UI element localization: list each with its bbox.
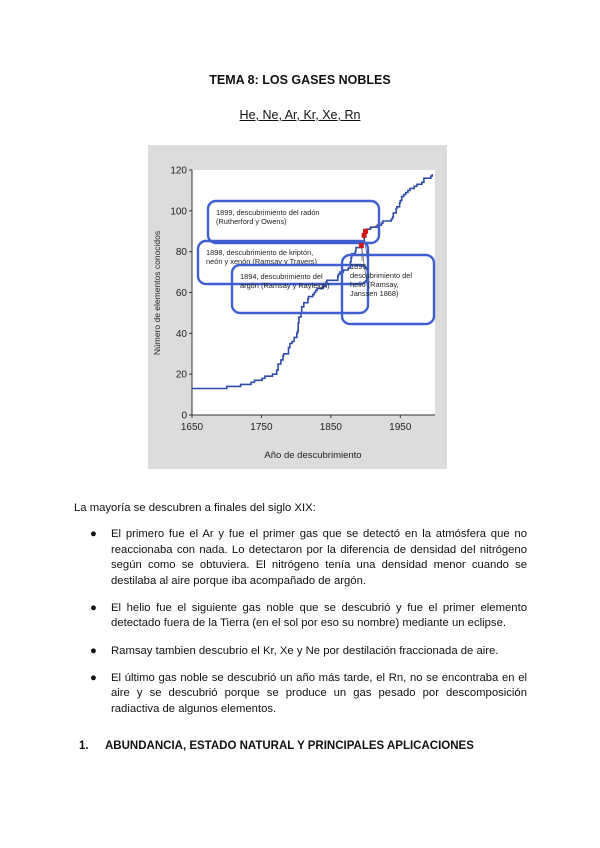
y-tick-label: 80 (175, 247, 187, 259)
bullet-text: El primero fue el Ar y fue el primer gas que se detectó en la atmósfera que no reaccionaba con nada. Lo detectaron por la diferencia de densidad del nitrógeno según como se obtuviera. El nitrógeno tenía una densidad menor cuando se destilaba al aire porque iba acompañado de argón. (111, 528, 527, 587)
x-axis-label: Año de descubrimiento (264, 450, 362, 461)
list-item (90, 644, 527, 660)
element-discovery-figure (148, 145, 447, 469)
discovery-chart (148, 145, 447, 469)
annotation-label: 1895, descubrimiento del helio (Ramsay, Janssen 1868) (350, 262, 413, 298)
intro-paragraph: La mayoría se descubren a finales del siglo XIX: (74, 502, 316, 514)
y-tick-label: 120 (170, 165, 187, 177)
annotation-label: 1898, descubrimiento de kriptón, neón y xenón (Ramsay y Travers) (206, 248, 317, 266)
x-tick-label: 1950 (389, 422, 412, 433)
discovery-marker (359, 243, 364, 248)
bullet-icon: ● (90, 528, 97, 540)
bullet-icon: ● (90, 644, 97, 657)
page-title: TEMA 8: LOS GASES NOBLES (209, 73, 391, 87)
y-tick-label: 60 (175, 288, 187, 299)
annotation-label: 1894, descubrimiento del argón (Ramsay y Rayleigh) (240, 272, 330, 290)
discovery-marker (363, 229, 368, 234)
x-tick-label: 1650 (180, 422, 204, 433)
page-subtitle: He, Ne, Ar, Kr, Xe, Rn (239, 108, 361, 122)
list-item (90, 527, 527, 589)
x-tick-label: 1750 (250, 422, 273, 433)
section-heading (79, 740, 474, 752)
y-axis-label: Número de elementos conocidos (152, 230, 162, 356)
annotation-label: 1899, descubrimiento del radón (Rutherford y Owens) (216, 208, 320, 226)
bullet-text: El helio fue el siguiente gas noble que se descubrió y fue el primer elemento detectado fuera de la Tierra (en el sol por eso su nombre) mediante un eclipse. (111, 601, 527, 630)
y-tick-label: 20 (175, 369, 187, 381)
list-item (90, 671, 527, 718)
y-tick-label: 0 (181, 410, 187, 422)
discovery-bullet-list (90, 527, 527, 729)
bullet-text: Ramsay tambien descubrio el Kr, Xe y Ne por destilación fraccionada de aire. (111, 644, 499, 657)
section-number: 1. (79, 740, 89, 752)
bullet-text: El último gas noble se descubrió un año más tarde, el Rn, no se encontraba en el aire y se descubrió porque se produce un gas pesado por descomposición radiactiva de algunos elementos. (111, 671, 527, 715)
bullet-icon: ● (90, 671, 97, 684)
y-tick-label: 100 (170, 206, 187, 218)
x-tick-label: 1850 (319, 422, 342, 433)
list-item (90, 601, 527, 632)
bullet-icon: ● (90, 601, 97, 614)
section-title: ABUNDANCIA, ESTADO NATURAL Y PRINCIPALES APLICACIONES (105, 740, 474, 752)
y-tick-label: 40 (175, 328, 187, 340)
